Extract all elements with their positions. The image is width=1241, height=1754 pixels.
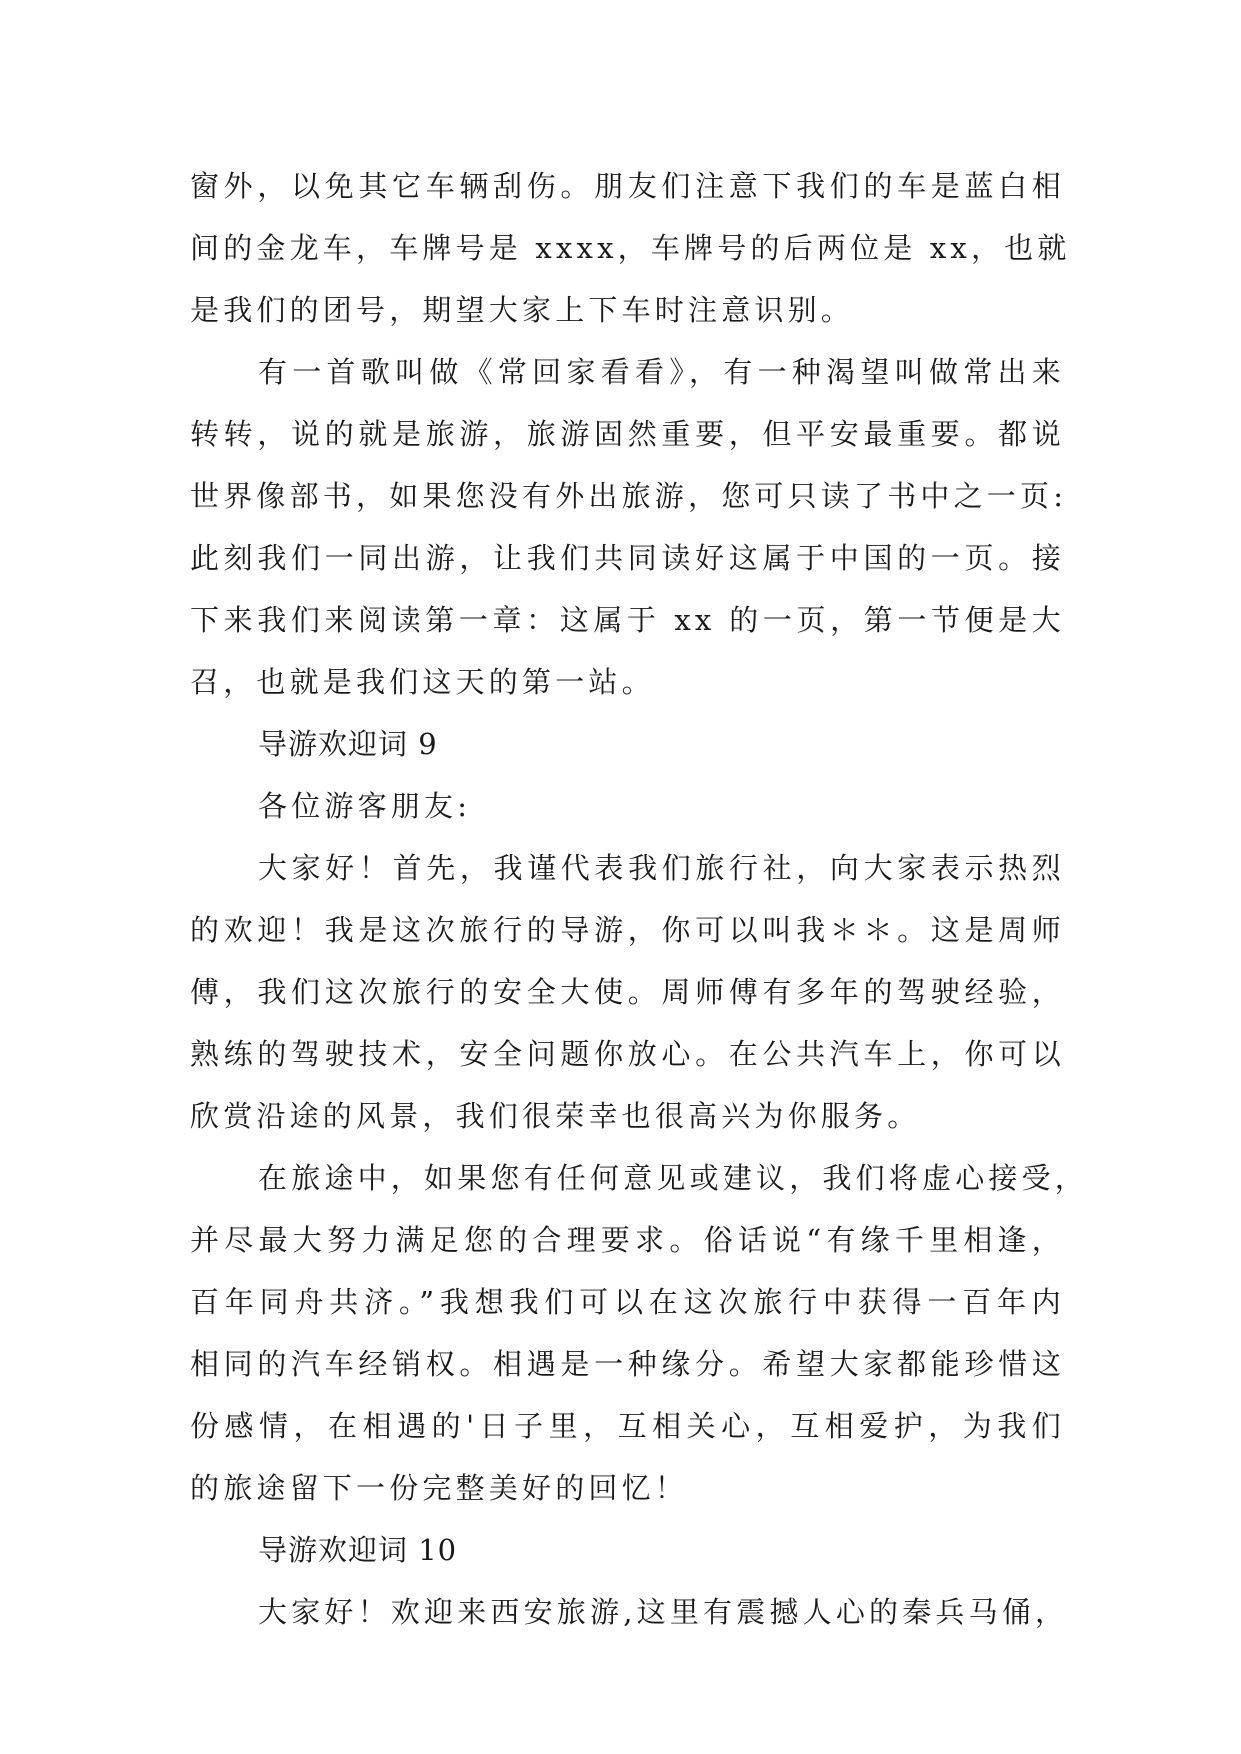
text-line: 此刻我们一同出游，让我们共同读好这属于中国的一页。接 xyxy=(190,541,1065,575)
text-line: 百年同舟共济。”我想我们可以在这次旅行中获得一百年内 xyxy=(190,1285,1065,1319)
text-line: 召，也就是我们这天的第一站。 xyxy=(190,665,655,699)
text-line: 欣赏沿途的风景，我们很荣幸也很高兴为你服务。 xyxy=(190,1099,921,1133)
text-line: 并尽最大努力满足您的合理要求。俗话说“有缘千里相逢， xyxy=(190,1223,1065,1257)
section-heading: 导游欢迎词 10 xyxy=(258,1533,458,1567)
text-line: 下来我们来阅读第一章：这属于 xx 的一页，第一节便是大 xyxy=(190,603,1065,637)
text-line: 熟练的驾驶技术，安全问题你放心。在公共汽车上，你可以 xyxy=(190,1037,1065,1071)
text-line: 转转，说的就是旅游，旅游固然重要，但平安最重要。都说 xyxy=(190,417,1065,451)
text-line: 的旅途留下一份完整美好的回忆！ xyxy=(190,1471,689,1505)
text-line: 相同的汽车经销权。相遇是一种缘分。希望大家都能珍惜这 xyxy=(190,1347,1065,1381)
text-line: 窗外，以免其它车辆刮伤。朋友们注意下我们的车是蓝白相 xyxy=(190,169,1065,203)
text-line: 有一首歌叫做《常回家看看》，有一种渴望叫做常出来 xyxy=(258,355,1065,389)
text-line: 傅，我们这次旅行的安全大使。周师傅有多年的驾驶经验， xyxy=(190,975,1065,1009)
text-line: 各位游客朋友: xyxy=(258,789,472,823)
text-line: 间的金龙车，车牌号是 xxxx，车牌号的后两位是 xx，也就 xyxy=(190,231,1071,265)
text-line: 的欢迎！我是这次旅行的导游，你可以叫我＊＊。这是周师 xyxy=(190,913,1065,947)
text-line: 大家好！首先，我谨代表我们旅行社，向大家表示热烈 xyxy=(258,851,1065,885)
text-line: 在旅途中，如果您有任何意见或建议，我们将虚心接受， xyxy=(258,1161,1089,1195)
text-line: 是我们的团号，期望大家上下车时注意识别。 xyxy=(190,293,855,327)
document-body xyxy=(190,155,1089,1643)
text-line: 大家好！欢迎来西安旅游,这里有震撼人心的秦兵马俑， xyxy=(258,1595,1069,1629)
section-heading: 导游欢迎词 9 xyxy=(258,727,438,761)
text-line: 份感情，在相遇的'日子里，互相关心，互相爱护，为我们 xyxy=(190,1409,1065,1443)
text-line: 世界像部书，如果您没有外出旅游，您可只读了书中之一页: xyxy=(190,479,1068,513)
